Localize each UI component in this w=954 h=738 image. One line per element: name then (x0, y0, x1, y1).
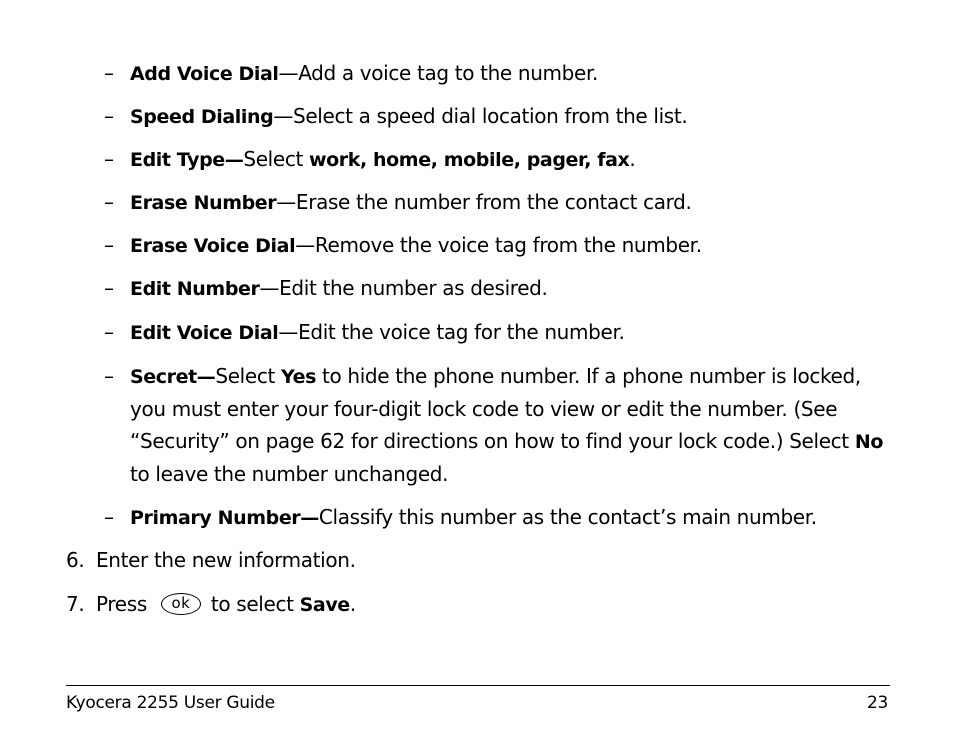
bullet-dash: – (104, 104, 114, 128)
option-term: Speed Dialing (130, 106, 274, 128)
option-description: Edit the number as desired. (279, 276, 548, 300)
option-description: Erase the number from the contact card. (295, 190, 692, 214)
ok-key-icon: ok (161, 593, 201, 615)
option-description: Add a voice tag to the number. (298, 61, 599, 85)
bullet-dash: – (104, 505, 114, 529)
step-text: Press ok to select Save. (96, 592, 356, 616)
option-term: Erase Number (130, 192, 277, 214)
bullet-dash: – (104, 364, 114, 388)
type-choices: work, home, mobile, pager, fax (308, 149, 630, 171)
option-term: Edit Number (130, 278, 260, 300)
bullet-dash: – (104, 190, 114, 214)
step-number: 7. (66, 592, 85, 616)
option-term: Add Voice Dial (130, 63, 279, 85)
option-description: Remove the voice tag from the number. (314, 233, 702, 257)
option-description: Edit the voice tag for the number. (298, 320, 625, 344)
option-term: Secret— (130, 366, 216, 388)
bullet-dash: – (104, 61, 114, 85)
option-term: Edit Type— (130, 149, 244, 171)
option-term: Primary Number— (130, 507, 319, 529)
page-number: 23 (866, 693, 888, 713)
footer-title: Kyocera 2255 User Guide (66, 693, 275, 713)
step-text: Enter the new information. (96, 548, 356, 572)
no-value: No (854, 431, 883, 453)
bullet-dash: – (104, 147, 114, 171)
option-term: Edit Voice Dial (130, 322, 279, 344)
option-description: Select a speed dial location from the list. (293, 104, 688, 128)
step-number: 6. (66, 548, 85, 572)
option-term: Erase Voice Dial (130, 235, 296, 257)
yes-value: Yes (280, 366, 316, 388)
save-value: Save (299, 594, 350, 616)
bullet-dash: – (104, 320, 114, 344)
bullet-dash: – (104, 233, 114, 257)
bullet-dash: – (104, 276, 114, 300)
footer-rule (66, 685, 890, 686)
option-description: Classify this number as the contact’s main number. (318, 505, 817, 529)
